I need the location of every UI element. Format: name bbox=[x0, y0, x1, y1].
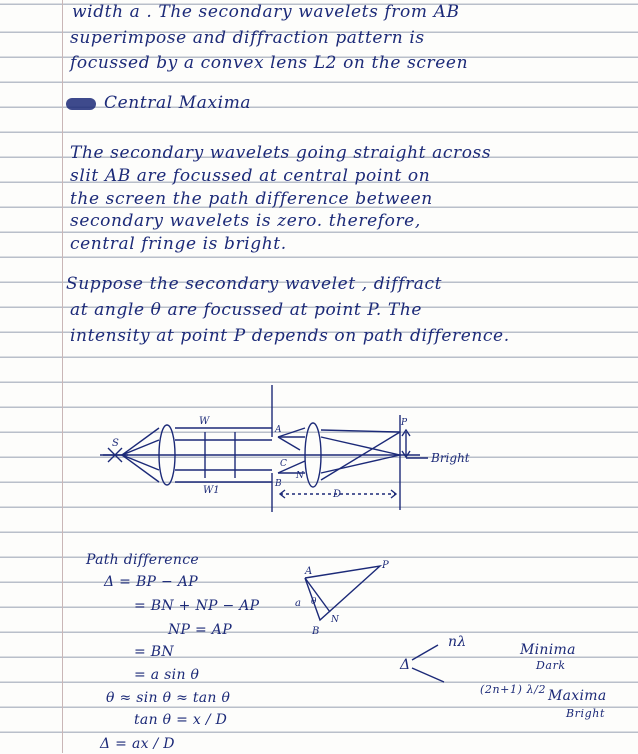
case-top-note: Dark bbox=[536, 659, 566, 672]
text-line: Suppose the secondary wavelet , diffract bbox=[66, 274, 443, 294]
label-w: W bbox=[199, 416, 210, 427]
tri-label-n: N bbox=[331, 615, 339, 625]
text-line: slit AB are focussed at central point on bbox=[70, 166, 431, 186]
math-line: = a sin θ bbox=[134, 667, 200, 683]
label-b: B bbox=[275, 479, 282, 489]
ray bbox=[321, 455, 400, 473]
math-line: θ ≈ sin θ ≈ tan θ bbox=[106, 690, 231, 706]
case-bottom-condition: (2n+1) λ/2 bbox=[480, 683, 547, 696]
text-line: secondary wavelets is zero. therefore, bbox=[70, 211, 421, 231]
ray bbox=[278, 428, 305, 437]
case-top-result: Minima bbox=[520, 642, 576, 658]
math-line: Path difference bbox=[86, 552, 199, 568]
text-line: The secondary wavelets going straight across bbox=[70, 143, 492, 163]
math-line: Δ = BP − AP bbox=[104, 574, 198, 590]
label-n: N bbox=[296, 471, 304, 481]
tri-label-side: a bbox=[295, 598, 301, 609]
tri-label-a: A bbox=[305, 566, 313, 577]
text-line: at angle θ are focussed at point P. The bbox=[70, 300, 423, 320]
text-line: superimpose and diffraction pattern is bbox=[70, 28, 425, 48]
heading-text: Central Maxima bbox=[104, 93, 252, 113]
perpendicular-an bbox=[305, 578, 330, 612]
text-line: focussed by a convex lens L2 on the screen bbox=[70, 53, 469, 73]
math-line: tan θ = x / D bbox=[134, 712, 228, 728]
case-branch-top bbox=[412, 645, 438, 660]
case-delta: Δ bbox=[400, 657, 411, 673]
label-a: A bbox=[275, 425, 282, 435]
text-line: width a . The secondary wavelets from AB bbox=[72, 2, 460, 22]
label-s: S bbox=[112, 438, 119, 449]
case-branch-bottom bbox=[412, 668, 444, 682]
label-p: P bbox=[401, 418, 408, 428]
source-mark bbox=[103, 448, 128, 462]
label-bright: Bright bbox=[431, 451, 470, 465]
math-line: Δ = ax / D bbox=[100, 736, 175, 752]
tri-label-theta: θ bbox=[311, 597, 317, 607]
label-d: D bbox=[333, 489, 342, 500]
case-bottom-note: Bright bbox=[566, 707, 606, 720]
tri-label-p: P bbox=[382, 560, 389, 571]
text-line: the screen the path difference between bbox=[70, 189, 433, 209]
text-line: intensity at point P depends on path difference. bbox=[70, 326, 510, 346]
text-line: central fringe is bright. bbox=[70, 234, 287, 254]
math-line: NP = AP bbox=[168, 622, 232, 638]
math-line: = BN bbox=[134, 644, 174, 660]
case-bottom-result: Maxima bbox=[548, 688, 607, 704]
ray bbox=[321, 430, 400, 432]
math-line: = BN + NP − AP bbox=[134, 598, 260, 614]
case-top-condition: nλ bbox=[448, 634, 467, 650]
label-w1: W1 bbox=[203, 485, 220, 496]
ray bbox=[278, 437, 300, 450]
tri-label-b: B bbox=[312, 626, 320, 637]
label-c: C bbox=[280, 459, 287, 469]
